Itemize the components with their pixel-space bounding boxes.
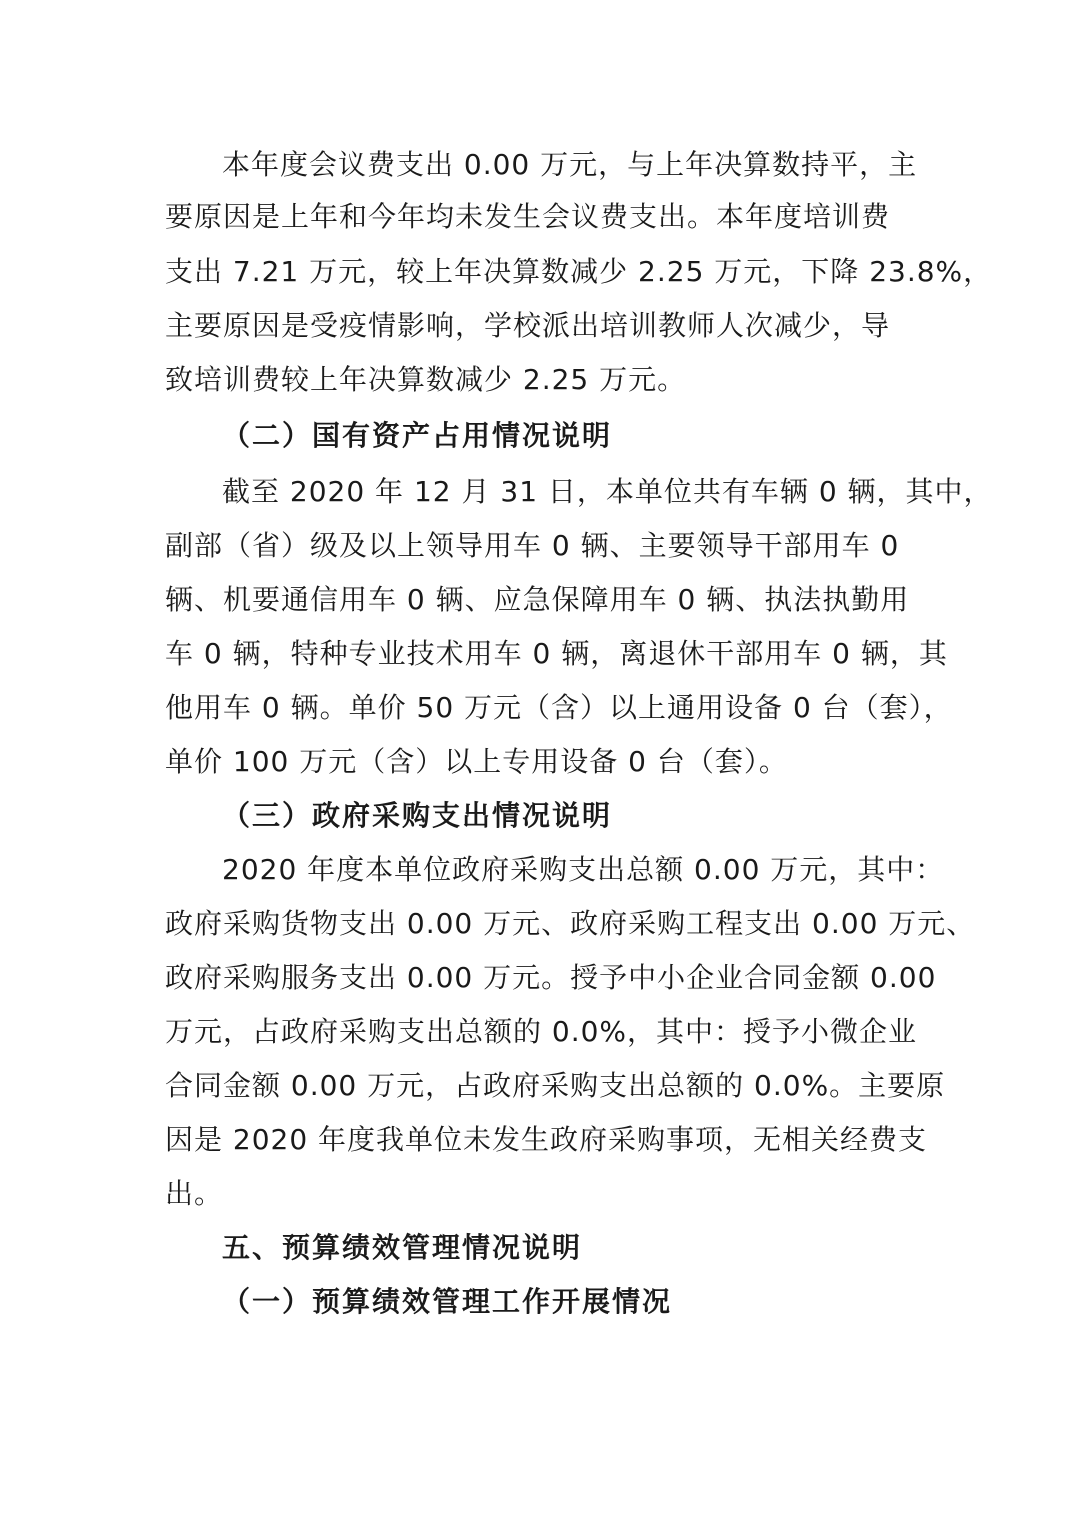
paragraph-line: 截至 2020 年 12 月 31 日，本单位共有车辆 0 辆，其中， <box>222 475 993 508</box>
section-heading-assets: （二）国有资产占用情况说明 <box>222 419 613 452</box>
paragraph-line: 2020 年度本单位政府采购支出总额 0.00 万元，其中： <box>222 853 945 886</box>
paragraph-line: 因是 2020 年度我单位未发生政府采购事项，无相关经费支 <box>165 1123 928 1156</box>
paragraph-line: 车 0 辆，特种专业技术用车 0 辆，离退休干部用车 0 辆，其 <box>165 637 948 670</box>
section-heading-performance-work: （一）预算绩效管理工作开展情况 <box>222 1285 673 1318</box>
paragraph-line: 政府采购货物支出 0.00 万元、政府采购工程支出 0.00 万元、 <box>165 907 976 940</box>
section-heading-performance: 五、预算绩效管理情况说明 <box>222 1231 583 1264</box>
section-heading-procurement: （三）政府采购支出情况说明 <box>222 799 613 832</box>
paragraph-line: 支出 7.21 万元，较上年决算数减少 2.25 万元，下降 23.8%， <box>165 255 993 288</box>
paragraph-line: 合同金额 0.00 万元，占政府采购支出总额的 0.0%。主要原 <box>165 1069 946 1102</box>
paragraph-line: 主要原因是受疫情影响，学校派出培训教师人次减少，导 <box>165 309 891 342</box>
paragraph-line: 本年度会议费支出 0.00 万元，与上年决算数持平，主 <box>222 148 918 181</box>
paragraph-line: 他用车 0 辆。单价 50 万元（含）以上通用设备 0 台（套）， <box>165 691 953 724</box>
paragraph-line: 单价 100 万元（含）以上专用设备 0 台（套）。 <box>165 745 788 778</box>
paragraph-line: 万元，占政府采购支出总额的 0.0%，其中：授予小微企业 <box>165 1015 918 1048</box>
paragraph-line: 副部（省）级及以上领导用车 0 辆、主要领导干部用车 0 <box>165 529 900 562</box>
paragraph-line: 要原因是上年和今年均未发生会议费支出。本年度培训费 <box>165 200 891 233</box>
paragraph-line: 致培训费较上年决算数减少 2.25 万元。 <box>165 363 687 396</box>
paragraph-line: 辆、机要通信用车 0 辆、应急保障用车 0 辆、执法执勤用 <box>165 583 910 616</box>
paragraph-line: 政府采购服务支出 0.00 万元。授予中小企业合同金额 0.00 <box>165 961 937 994</box>
paragraph-line: 出。 <box>165 1177 224 1210</box>
